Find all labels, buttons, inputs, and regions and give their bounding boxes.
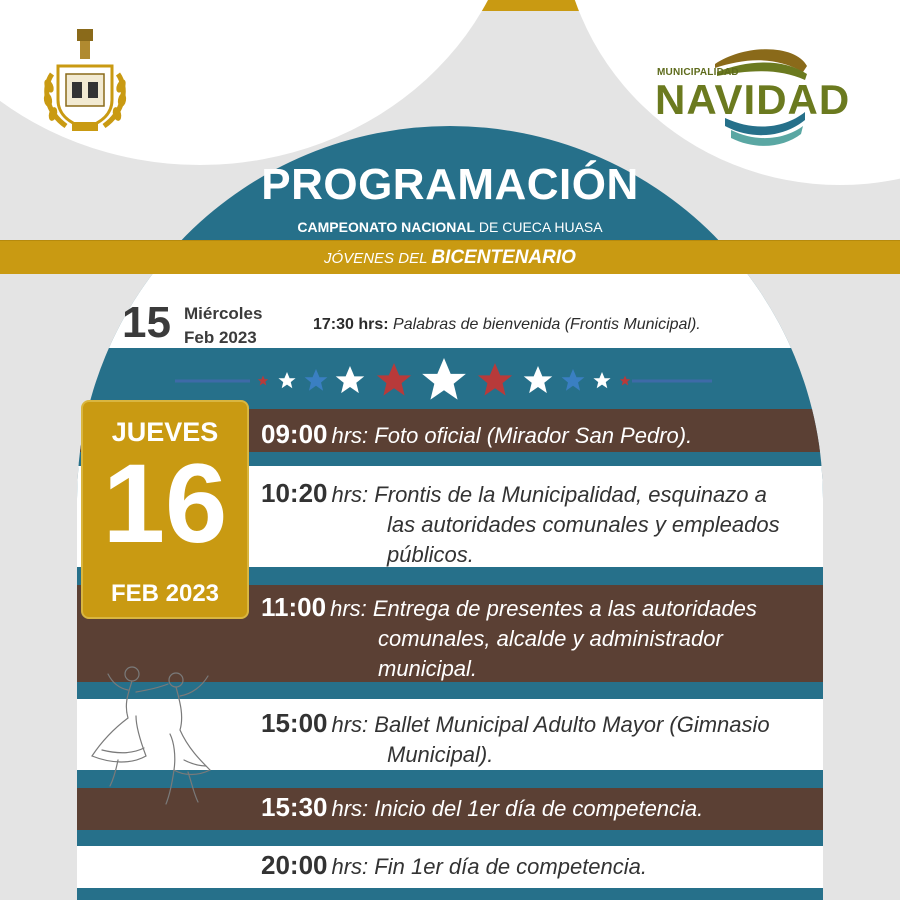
event-time: 10:20 — [261, 478, 328, 508]
event-item — [261, 478, 821, 570]
event-desc: Ballet Municipal Adulto Mayor (Gimnasio — [368, 712, 770, 737]
event-item — [261, 792, 703, 824]
event-item — [261, 419, 692, 451]
event-time: 15:30 — [261, 792, 328, 822]
subtitle-rest: DE CUECA HUASA — [475, 219, 603, 235]
day15-event-desc: Palabras de bienvenida (Frontis Municipal). — [388, 316, 701, 333]
event-hrs: hrs: — [331, 423, 369, 448]
day16-weekday: JUEVES — [111, 417, 219, 447]
event-time: 11:00 — [261, 592, 327, 622]
event-desc-cont: comunales, alcalde y administrador municipal. — [378, 626, 723, 681]
event-hrs: hrs: — [331, 796, 369, 821]
day16-date-card — [81, 400, 249, 619]
event-item — [261, 592, 821, 684]
championship-subtitle — [0, 219, 900, 235]
event-hrs: hrs: — [330, 596, 367, 621]
event-hrs: hrs: — [331, 854, 369, 879]
event-desc: Foto oficial (Mirador San Pedro). — [368, 423, 693, 448]
day16-month: FEB 2023 — [110, 580, 220, 607]
municipality-small-label: MUNICIPALIDAD — [657, 67, 739, 78]
municipal-crest-icon — [40, 26, 130, 138]
page-title: PROGRAMACIÓN — [261, 160, 639, 209]
event-desc: Entrega de presentes a las autoridades — [366, 596, 757, 621]
day16-number: 16 — [102, 441, 228, 566]
event-desc-cont: Municipal). — [387, 742, 494, 767]
tagline-bold: BICENTENARIO — [431, 247, 576, 268]
event-hrs: hrs: — [331, 482, 369, 507]
event-desc: Fin 1er día de competencia. — [368, 854, 648, 879]
day15-event-time: 17:30 hrs: — [313, 316, 389, 333]
cueca-dancers-icon — [88, 660, 228, 810]
tagline-pre: JÓVENES DEL — [324, 250, 432, 267]
day15-weekday: Miércoles — [184, 304, 263, 323]
event-desc: Inicio del 1er día de competencia. — [368, 796, 704, 821]
subtitle-bold: CAMPEONATO NACIONAL — [297, 219, 475, 235]
event-time: 09:00 — [261, 419, 328, 449]
tagline-band — [0, 240, 900, 274]
event-desc-cont: las autoridades comunales y empleados públicos. — [387, 512, 780, 567]
stars-divider-icon — [170, 355, 720, 405]
event-time: 20:00 — [261, 850, 328, 880]
event-time: 15:00 — [261, 708, 328, 738]
day15-month: Feb 2023 — [184, 328, 257, 347]
day15-number: 15 — [122, 298, 171, 347]
municipality-name: NAVIDAD — [655, 76, 851, 123]
event-desc: Frontis de la Municipalidad, esquinazo a — [368, 482, 767, 507]
tagline — [0, 247, 900, 269]
event-item — [261, 708, 821, 770]
day15-event — [313, 316, 701, 334]
event-hrs: hrs: — [331, 712, 369, 737]
event-item — [261, 850, 647, 882]
